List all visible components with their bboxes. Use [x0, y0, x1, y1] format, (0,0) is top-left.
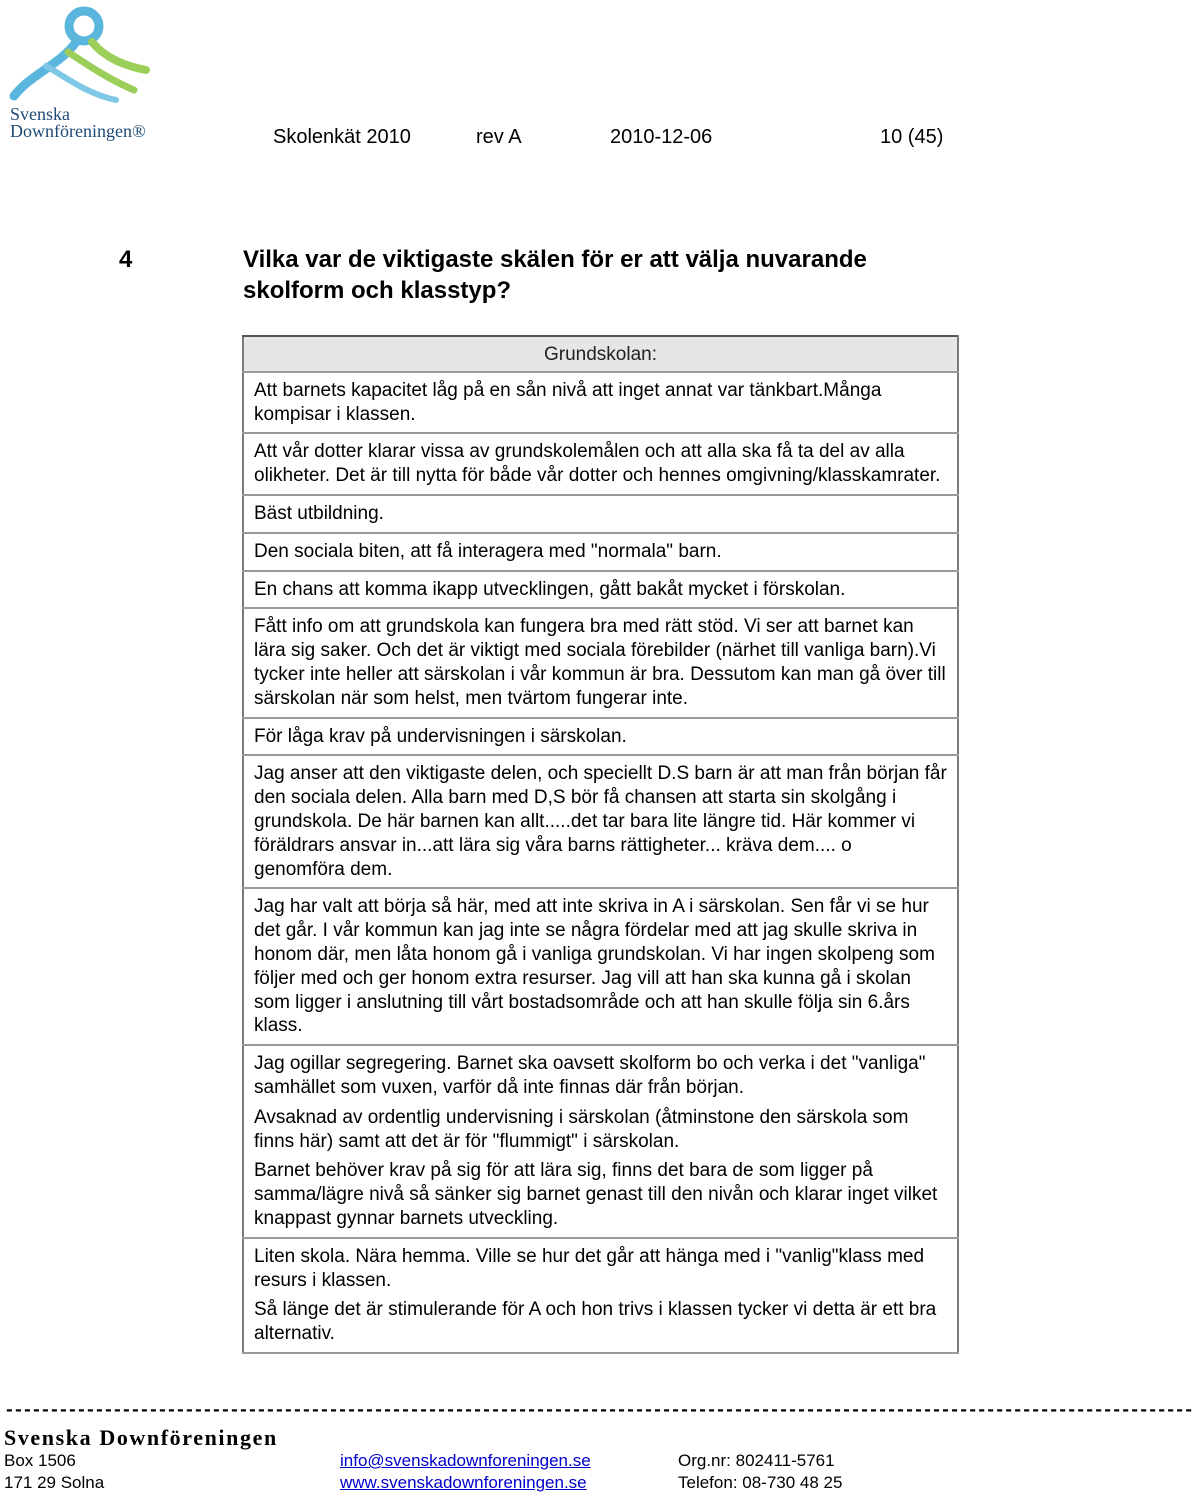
logo-wordmark [10, 106, 160, 140]
header-page-number: 10 (45) [880, 126, 944, 148]
answer-cell [243, 608, 958, 717]
answer-text: Bäst utbildning. [254, 502, 384, 524]
footer-phone: Telefon: 08-730 48 25 [678, 1473, 843, 1492]
answer-text: Att barnets kapacitet låg på en sån nivå att inget annat var tänkbart.Många kompisar i klassen. [254, 379, 882, 425]
answer-cell [243, 1045, 958, 1238]
answer-row [243, 755, 958, 888]
footer-address-line-2: 171 29 Solna [4, 1473, 105, 1492]
footer-address-line-1: Box 1506 [4, 1451, 76, 1470]
answer-row [243, 1045, 958, 1238]
question-heading: Vilka var de viktigaste skälen för er att välja nuvarande skolform och klasstyp? [243, 246, 867, 304]
header-date: 2010-12-06 [610, 126, 713, 148]
footer-website-link[interactable]: www.svenskadownforeningen.se [340, 1473, 587, 1492]
answer-cell [243, 433, 958, 495]
answer-row [243, 608, 958, 717]
header-revision: rev A [476, 126, 522, 148]
answer-row [243, 533, 958, 571]
logo-figure-icon [6, 4, 156, 109]
answer-cell [243, 372, 958, 434]
answer-cell [243, 495, 958, 533]
header-doc-title: Skolenkät 2010 [273, 126, 411, 148]
footer-separator: ------------------------------------------------------------------------------------------------------------------------------------ [4, 1401, 1192, 1421]
answer-cell [243, 533, 958, 571]
answers-table [242, 335, 959, 1354]
answer-cell [243, 571, 958, 609]
svenska-downforeningen-logo [6, 4, 156, 146]
answer-text: En chans att komma ikapp utvecklingen, gått bakåt mycket i förskolan. [254, 578, 846, 600]
answer-cell [243, 718, 958, 756]
answer-text: För låga krav på undervisningen i särskolan. [254, 725, 627, 747]
footer-org-number: Org.nr: 802411-5761 [678, 1451, 835, 1470]
answer-text: Jag anser att den viktigaste delen, och speciellt D.S barn är att man från början får den sociala delen. Alla barn med D,S bör få chansen att starta sin skolgång i grundskola. De här barnen kan allt.....det tar bara lite längre tid. Här kommer vi föräldrars ansvar in...att lära sig våra barns rättigheter... kräva dem.... o genomföra dem. [254, 763, 947, 880]
footer-email-link[interactable]: info@svenskadownforeningen.se [340, 1451, 591, 1470]
logo-line-1: Svenska [10, 104, 70, 124]
answer-text: Jag ogillar segregering. Barnet ska oavsett skolform bo och verka i det "vanliga" samhället som vuxen, varför då inte finnas där från början. [254, 1053, 926, 1098]
answer-cell [243, 755, 958, 888]
answer-row [243, 1238, 958, 1353]
answer-text: Liten skola. Nära hemma. Ville se hur det går att hänga med i "vanlig"klass med resurs i klassen. [254, 1245, 925, 1291]
logo-line-2: Downföreningen® [10, 121, 146, 141]
answer-text: Att vår dotter klarar vissa av grundskolemålen och att alla ska få ta del av alla olikheter. Det är till nytta för både vår dotter och hennes omgivning/klasskamrater. [254, 441, 941, 487]
answer-row [243, 571, 958, 609]
answer-text: Barnet behöver krav på sig för att lära sig, finns det bara de som ligger på samma/lägre nivå så sänker sig barnet genast till den nivån och klarar inget vilket knappast gynnar barnets utveckling. [254, 1160, 938, 1229]
answer-text: Den sociala biten, att få interagera med "normala" barn. [254, 540, 722, 562]
answer-text: Avsaknad av ordentlig undervisning i särskolan (åtminstone den särskola som finns här) samt att det är för "flummigt" i särskolan. [254, 1106, 909, 1152]
answers-heading: Grundskolan: [243, 336, 958, 372]
answer-text: Jag har valt att börja så här, med att inte skriva in A i särskolan. Sen får vi se hur det går. I vår kommun kan jag inte se några fördelar med att jag skulle skriva in honom där, men låta honom gå i vanliga grundskolan. Vi har ingen skolpeng som följer med och ger honom extra resurser. Jag vill att han ska kunna gå i skolan som ligger i anslutning till vårt bostadsområde och att han skulle följa sin 6.års klass. [254, 896, 935, 1037]
answer-row [243, 495, 958, 533]
answer-cell [243, 888, 958, 1045]
answers-header-row [243, 336, 958, 372]
answer-row [243, 888, 958, 1045]
answer-row [243, 433, 958, 495]
answer-row [243, 718, 958, 756]
question-number: 4 [119, 246, 133, 273]
footer-org-name: Svenska Downföreningen [4, 1425, 278, 1450]
answer-cell [243, 1238, 958, 1353]
answer-text: Så länge det är stimulerande för A och hon trivs i klassen tycker vi detta är ett bra alternativ. [254, 1299, 937, 1345]
answer-row [243, 372, 958, 434]
answer-text: Fått info om att grundskola kan fungera bra med rätt stöd. Vi ser att barnet kan lära sig saker. Och det är viktigt med sociala förebilder (närhet till vanliga barn).Vi tycker inte heller att särskolan i vår kommun är bra. Dessutom kan man gå över till särskolan när som helst, men tvärtom fungerar inte. [254, 616, 946, 709]
